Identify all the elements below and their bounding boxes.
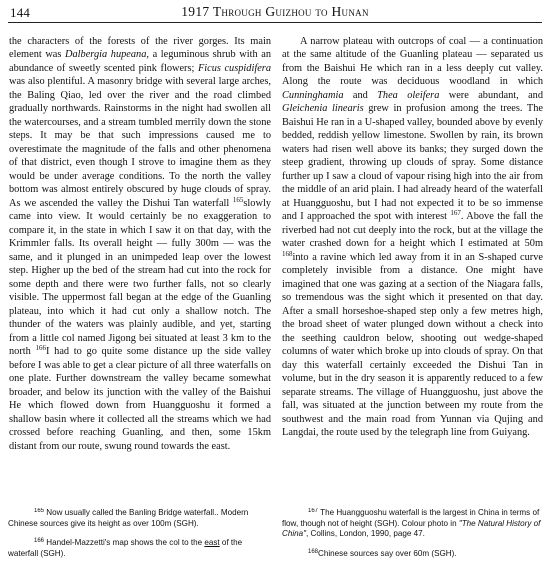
text-run: I had to go quite some distance up the side valley before I was able to get a clear picture of all three waterfalls on one plate. Further downstream the valley became somewhat broader, and below its junction with the valley of the Baishui He which flowed down from Huangguoshu it formed a shallow basin where it collected all the streams which we had crossed before reaching Guanling, and then, some 15km distant from our route, swung round towards the east. [9,346,271,452]
footnote-168 [282,549,544,560]
footnote-text: of the waterfall (SGH). [8,538,243,559]
species-name: Thea oleifera [377,89,440,101]
species-name: Gleichenia linearis [282,103,364,115]
species-name: Ficus cuspidifera [197,62,271,74]
header-rule [8,22,542,23]
text-run: into a ravine which led away from it in an S-shaped curve completely invisible from a distance. One might have imagined that one was gazing at a section of the Niagara falls, so tremendous was the sight which it presented on that day. After a small horseshoe-shaped step only a few metres high, the broad sheet of water plunged down without a check into the seething cauldron below, shooting out wedge-shaped columns of water which broke up into clouds of spray. On that day this waterfall certainly exceeded the Dishui Tan in volume, but in the dry season it is apparently reduced to a few separate streams. The village of Huangguoshu, just above the fall, was situated at the junction between my route from the southwest and the main road from Yunnan via Qujing and Langdai, the route used by the telegraph line from Guiyang. [282,251,543,439]
footnote-text: , Collins, London, 1990, page 47. [306,529,425,539]
left-column [9,35,271,505]
footnote-ref: 165 [232,195,244,204]
footnote-text: The Huangguoshu waterfall is the largest in China in terms of flow, though not of height (SGH). Colour photo in [282,508,540,528]
footnote-ref: 168 [282,249,293,258]
text-run: was also plentiful. A masonry bridge with several large arches, the Baling Qiao, led over the river and the road climbed gradually northwards. Rainstorms in the night had swollen all the watercourses, and a stream tumbled merrily down the stone steps. It may be that such impressions caused me to overestimate the magnitude of the falls and other phenomena of that district, even though I strove to imagine them as they would be under average conditions. To the north the valley bottom was almost entirely obscured by huge clouds of spray. As we ascended the valley the Dishui Tan waterfall [9,76,271,209]
running-title-rest: hrough Guizhou to Hunan [221,4,369,19]
footnote-number: 168 [308,549,319,556]
footnote-text: Chinese sources say over 60m (SGH). [318,549,457,559]
footnotes-right [282,508,544,566]
footnote-book-title: "The Natural History of China" [282,518,541,539]
text-run: and [343,89,378,101]
footnote-167 [282,508,544,540]
text-run: were abundant, and [439,89,543,101]
species-name: Cunninghamia [282,89,344,101]
running-title-main: 1917 T [181,4,222,19]
page-number: 144 [10,5,31,20]
text-run: , a leguminous shrub with an abundance of sweetly scented pink flowers; [9,49,271,74]
paragraph [282,35,543,440]
species-name: Dalbergia hupeana [65,49,147,61]
footnote-underlined: east [204,538,220,548]
footnotes-left [8,508,270,566]
footnote-ref: 166 [35,344,47,353]
text-run: the characters of the forests of the river gorges. Its main element was [9,36,271,61]
footnote-number: 167 [308,508,319,514]
running-head [8,4,542,22]
footnote-number: 166 [34,538,45,545]
right-column [282,35,543,505]
footnote-166 [8,538,270,559]
text-run: . Above the fall the riverbed had not cut deeply into the rock, but at the village the water crashed down for a height which I estimated at 50m [282,211,543,250]
running-title [8,4,542,20]
footnote-text: Handel-Mazzetti's map shows the col to the [46,538,205,548]
text-run: A narrow plateau with outcrops of coal — a continuation at the same altitude of the Guanling plateau — separated us from the Baishui He which ran in a less deeply cut valley. Along the route was deciduous woodland in which [282,36,543,88]
footnote-number: 165 [34,508,45,514]
footnote-ref: 167 [450,209,461,218]
paragraph [9,35,271,453]
footnote-text: Now usually called the Banling Bridge waterfall.. Modern Chinese sources give its height as over 100m (SGH). [8,508,249,528]
text-run: slowly came into view. It would certainly be no exaggeration to compare it, in the state in which I saw it on that day, with the Krimmler falls. Its overall height — fully 300m — was the same, and it plunged in an unimpeded leap over the lowest step. Higher up the bed of the stream had cut into the rock for some depth and there were two further falls, not so clearly visible. The uppermost fall began at the edge of the Guanling plateau, into which it had cut only a shallow notch. The thunder of the waters was plainly audible, and yet, starting from a little col named Jigong bei situated at least 3 km to the north [9,197,271,358]
text-run: grew in profusion among the trees. The Baishui He ran in a U-shaped valley, bounded above by evenly bedded, reddish yellow limestone. Swollen by rain, its brown waters had risen well above its banks; they surged down the steep gradient, throwing up clouds of spray. Some distance further up I saw a cloud of vapour rising high into the air from the middle of an arid plain. I had already heard of the waterfall at Huangguoshu, but I had not expected it to be so immense and I approached the spot with interest [282,103,543,223]
footnote-165 [8,508,270,529]
